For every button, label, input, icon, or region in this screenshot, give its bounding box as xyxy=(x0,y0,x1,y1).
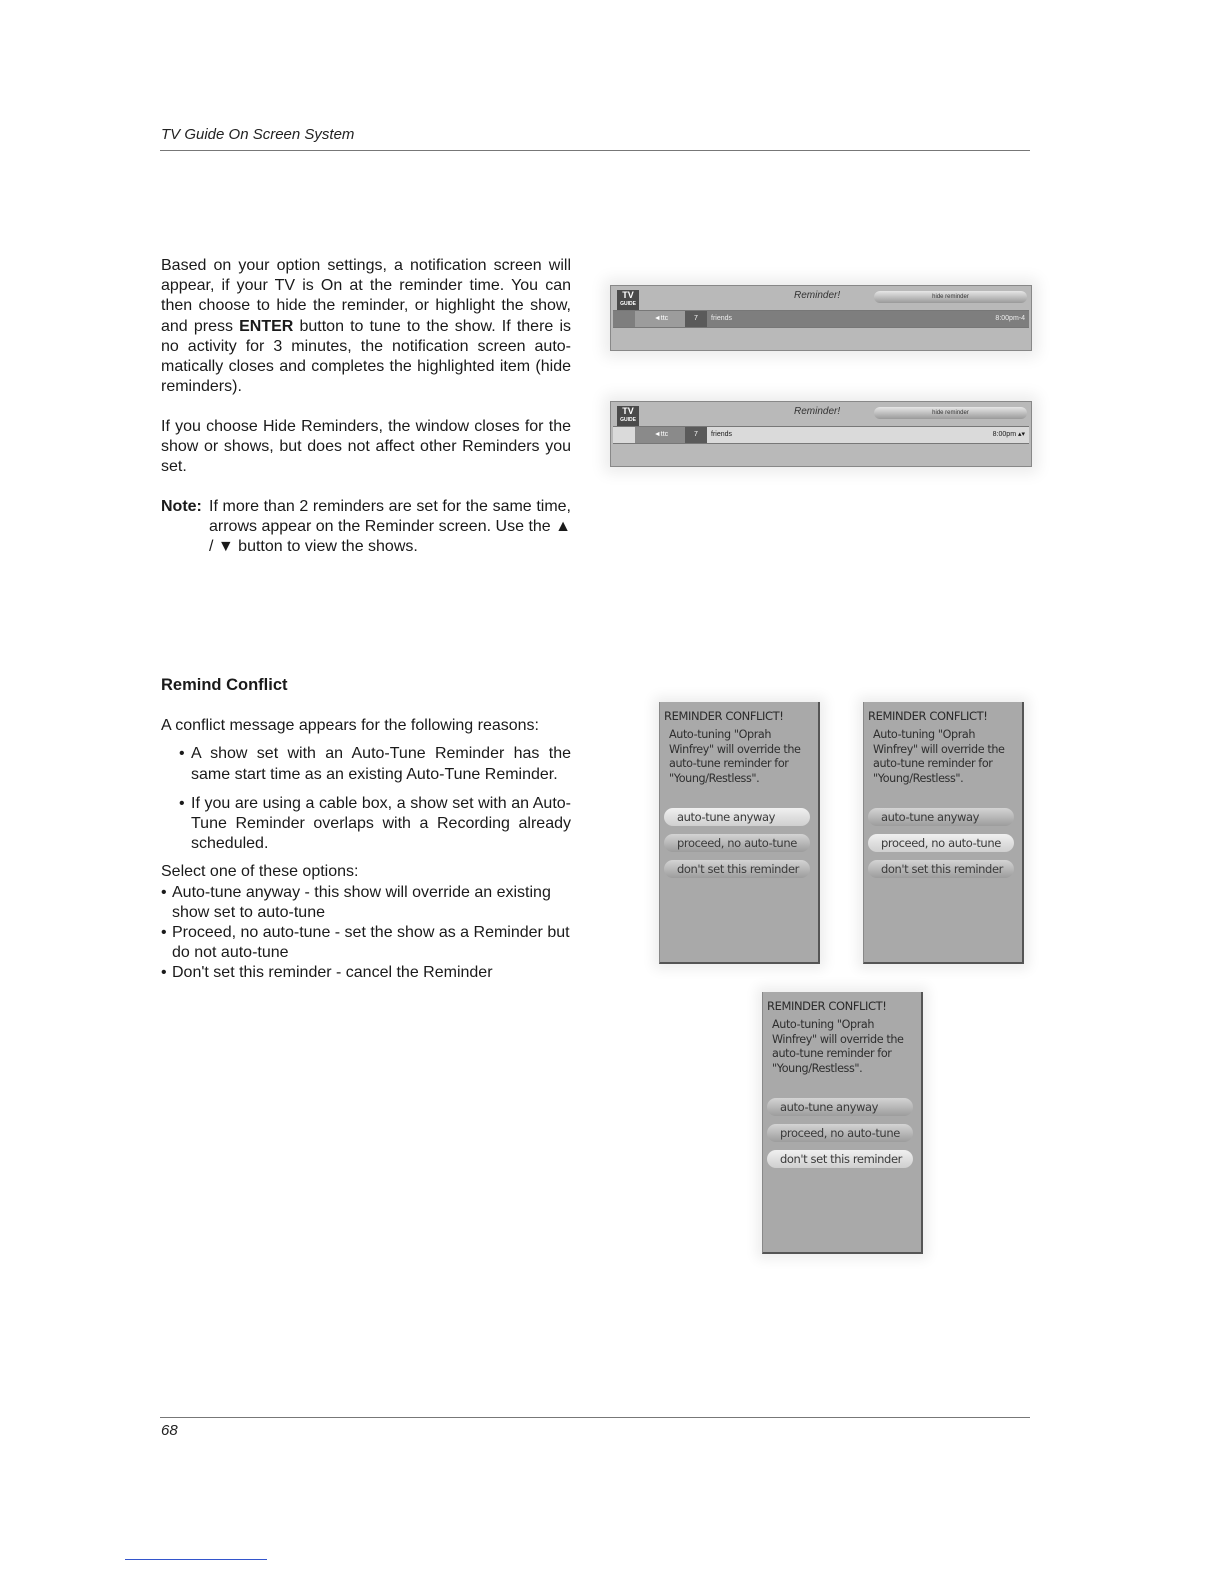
p2-text: If you choose Hide Reminders, the window closes for the show or shows, but does not affect other Reminders you set. xyxy=(161,418,571,476)
option-item: • Don't set this reminder - cancel the Reminder xyxy=(161,963,571,983)
auto-tune-anyway-button[interactable]: auto-tune anyway xyxy=(664,808,810,826)
auto-tune-anyway-button[interactable]: auto-tune anyway xyxy=(767,1098,913,1116)
auto-tune-anyway-button[interactable]: auto-tune anyway xyxy=(868,808,1014,826)
conflict-options xyxy=(161,883,571,984)
conflict-panel-1 xyxy=(659,702,820,964)
footer-rule xyxy=(160,1417,1030,1418)
conflict-title: REMINDER CONFLICT! xyxy=(664,709,784,723)
conflict-title: REMINDER CONFLICT! xyxy=(767,999,887,1013)
conflict-section xyxy=(161,675,571,984)
hide-reminder-button[interactable]: hide reminder xyxy=(874,291,1027,303)
dont-set-reminder-button[interactable]: don't set this reminder xyxy=(767,1150,913,1168)
reminder-show-row[interactable] xyxy=(613,426,1029,444)
channel-number: 7 xyxy=(685,311,707,327)
conflict-reasons xyxy=(161,744,571,854)
reminder-title: Reminder! xyxy=(794,406,841,417)
channel-number: 7 xyxy=(685,427,707,443)
show-title: friends xyxy=(711,431,733,438)
reminder-title: Reminder! xyxy=(794,290,841,301)
page-number: 68 xyxy=(161,1422,178,1439)
enter-keyword: ENTER xyxy=(239,317,294,335)
note-block xyxy=(161,497,571,558)
conflict-message: Auto-tuning "Oprah Winfrey" will override the auto-tune reminder for "Young/Restless". xyxy=(669,728,801,785)
proceed-no-auto-tune-button[interactable]: proceed, no auto-tune xyxy=(767,1124,913,1142)
proceed-no-auto-tune-button[interactable]: proceed, no auto-tune xyxy=(664,834,810,852)
conflict-panel-2 xyxy=(863,702,1024,964)
tv-guide-logo: TV GUIDE xyxy=(617,290,639,310)
show-time: 8:00pm-4 xyxy=(995,315,1025,322)
p1-text-a: Based on your option settings, a notification screen will appear, if your TV is On at the reminder time. You can then choose to hide the reminder, or highlight the show, and press xyxy=(161,257,571,335)
channel-logo: ◄ttc xyxy=(635,311,687,327)
reminder-screen-1 xyxy=(610,285,1032,351)
header-rule xyxy=(160,150,1030,151)
reason-item: • If you are using a cable box, a show set with an Auto-Tune Reminder overlaps with a Recording already scheduled. xyxy=(161,794,571,855)
reminder-screen-2 xyxy=(610,401,1032,467)
footer-link-underline xyxy=(125,1559,267,1560)
hide-reminder-button[interactable]: hide reminder xyxy=(874,407,1027,419)
reminder-paragraph-1 xyxy=(161,256,571,397)
reason-item: • A show set with an Auto-Tune Reminder has the same start time as an existing Auto-Tune Reminder. xyxy=(161,744,571,784)
reminder-paragraph-2 xyxy=(161,417,571,478)
conflict-heading: Remind Conflict xyxy=(161,676,288,694)
conflict-message: Auto-tuning "Oprah Winfrey" will override the auto-tune reminder for "Young/Restless". xyxy=(873,728,1005,785)
show-time: 8:00pm ▴▾ xyxy=(992,431,1025,438)
channel-logo: ◄ttc xyxy=(635,427,687,443)
conflict-panel-3 xyxy=(762,992,923,1254)
note-body: If more than 2 reminders are set for the same time, arrows appear on the Reminder screen. Use the ▲ / ▼ button to view the shows. xyxy=(209,498,571,556)
conflict-intro: A conflict message appears for the following reasons: xyxy=(161,717,539,735)
option-item: • Auto-tune anyway - this show will override an existing show set to auto-tune xyxy=(161,883,571,923)
tv-guide-logo: TV GUIDE xyxy=(617,406,639,426)
reminder-show-row[interactable] xyxy=(613,310,1029,328)
proceed-no-auto-tune-button[interactable]: proceed, no auto-tune xyxy=(868,834,1014,852)
option-item: • Proceed, no auto-tune - set the show as a Reminder but do not auto-tune xyxy=(161,923,571,963)
page-header-title: TV Guide On Screen System xyxy=(161,126,355,143)
p1-text-b: button to tune to the show. If there is no activity for 3 minutes, the notification screen auto-matically closes and completes the highlighted item (hide reminders). xyxy=(161,317,571,396)
conflict-message: Auto-tuning "Oprah Winfrey" will override the auto-tune reminder for "Young/Restless". xyxy=(772,1018,904,1075)
conflict-title: REMINDER CONFLICT! xyxy=(868,709,988,723)
dont-set-reminder-button[interactable]: don't set this reminder xyxy=(664,860,810,878)
dont-set-reminder-button[interactable]: don't set this reminder xyxy=(868,860,1014,878)
note-label: Note: xyxy=(161,498,202,515)
show-title: friends xyxy=(711,315,733,322)
select-options-text: Select one of these options: xyxy=(161,863,359,881)
